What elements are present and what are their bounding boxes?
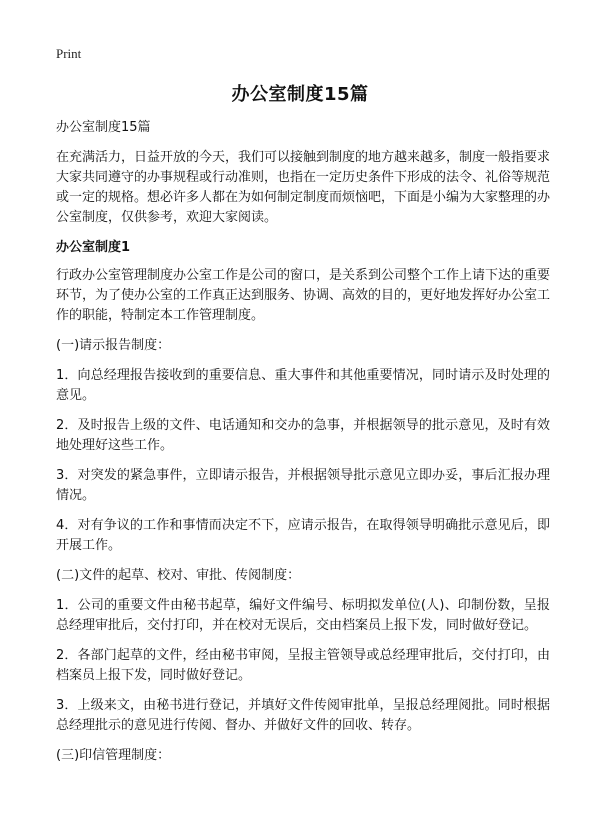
document-body [56,118,550,776]
part3-heading: (三)印信管理制度： [56,748,171,763]
document-subtitle: 办公室制度15篇 [56,120,151,135]
page-title: 办公室制度15篇 [231,84,369,105]
list-item: 4．对有争议的工作和事情而决定不下，应请示报告，在取得领导明确批示意见后，即开展工作。 [56,518,550,553]
intro-paragraph: 在充满活力，日益开放的今天，我们可以接触到制度的地方越来越多，制度一般指要求大家共同遵守的办事规程或行动准则，也指在一定历史条件下形成的法令、礼俗等规范或一定的规格。想必许多人都在为如何制定制度而烦恼吧，下面是小编为大家整理的办公室制度，仅供参考，欢迎大家阅读。 [56,150,551,225]
list-item: 1．公司的重要文件由秘书起草，编好文件编号、标明拟发单位(人)、印制份数，呈报总经理审批后，交付打印，并在校对无误后，交由档案员上报下发，同时做好登记。 [56,598,550,633]
section-intro-paragraph: 行政办公室管理制度办公室工作是公司的窗口，是关系到公司整个工作上请下达的重要环节，为了使办公室的工作真正达到服务、协调、高效的目的，更好地发挥好办公室工作的职能，特制定本工作管理制度。 [56,268,551,323]
part2-heading: (二)文件的起草、校对、审批、传阅制度： [56,568,301,583]
part1-heading: (一)请示报告制度： [56,338,171,353]
list-item: 3．对突发的紧急事件，立即请示报告，并根据领导批示意见立即办妥，事后汇报办理情况。 [56,468,550,503]
list-item: 3．上级来文，由秘书进行登记，并填好文件传阅审批单，呈报总经理阅批。同时根据总经理批示的意见进行传阅、督办、并做好文件的回收、转存。 [56,698,550,733]
print-link[interactable]: Print [56,46,82,61]
section-heading: 办公室制度1 [56,240,131,255]
list-item: 2．及时报告上级的文件、电话通知和交办的急事，并根据领导的批示意见，及时有效地处理好这些工作。 [56,418,550,453]
list-item: 1．向总经理报告接收到的重要信息、重大事件和其他重要情况，同时请示及时处理的意见。 [56,368,550,403]
list-item: 2．各部门起草的文件，经由秘书审阅，呈报主管领导或总经理审批后，交付打印，由档案员上报下发，同时做好登记。 [56,648,550,683]
